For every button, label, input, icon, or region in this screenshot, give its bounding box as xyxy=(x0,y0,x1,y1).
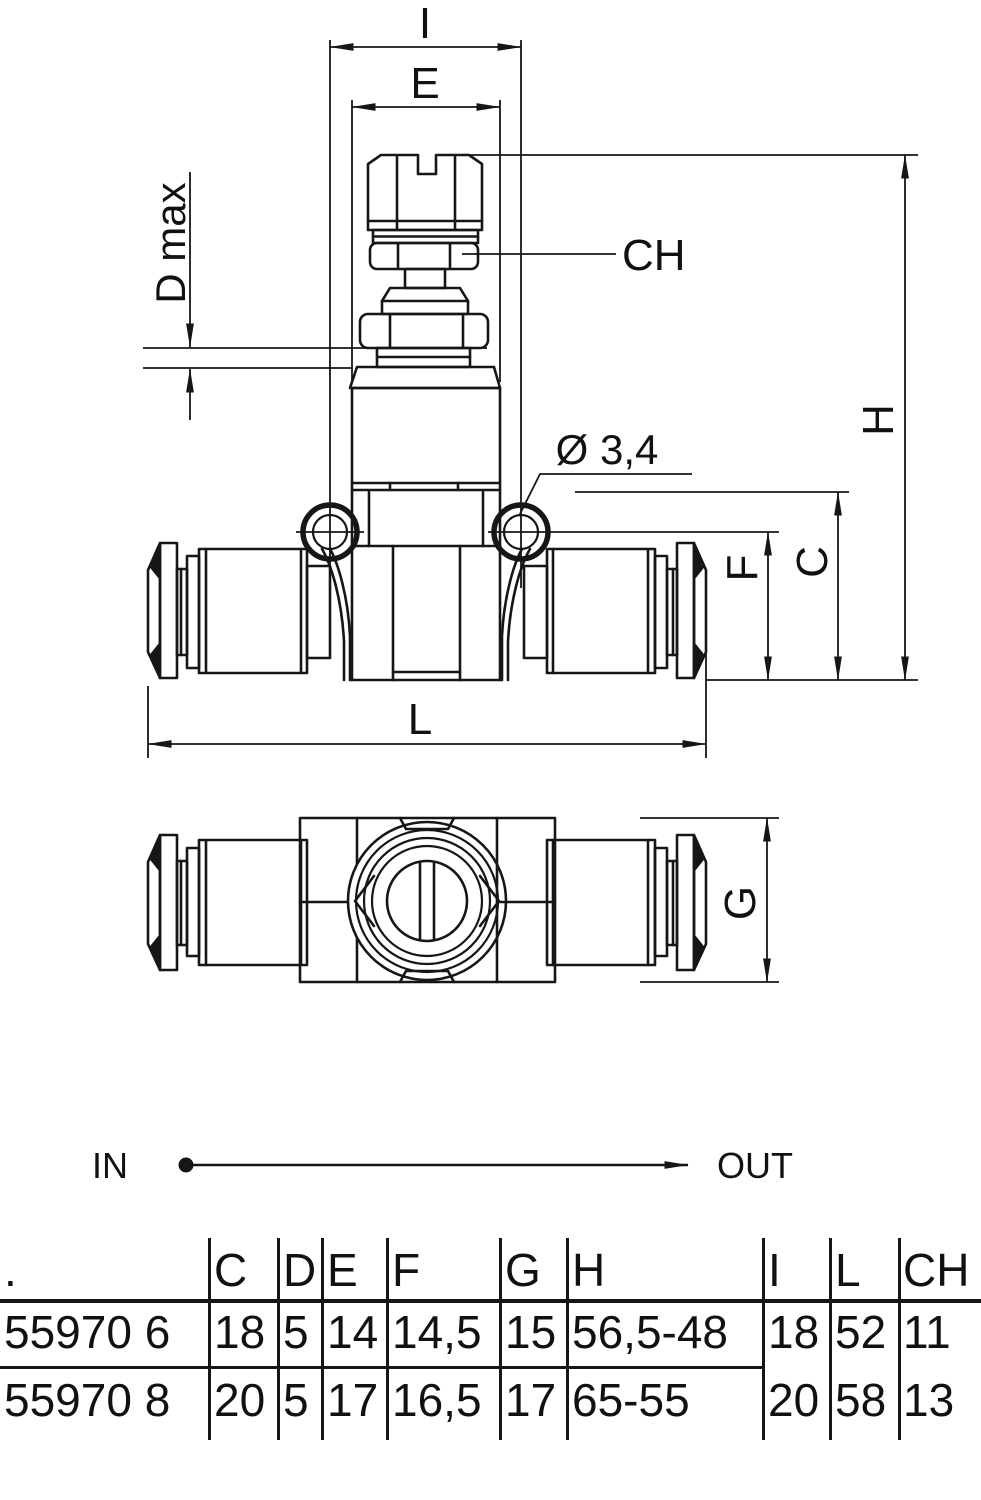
dim-label-d-max: D max xyxy=(147,182,194,304)
table-grid-line xyxy=(277,1238,280,1440)
table-row2-d: 5 xyxy=(283,1374,309,1426)
table-row2-g: 17 xyxy=(505,1374,557,1426)
table-grid-line xyxy=(321,1238,324,1440)
dim-label-c: C xyxy=(788,546,837,578)
dim-label-h: H xyxy=(854,404,903,436)
adjustment-knob xyxy=(368,155,482,243)
table-row2-h: 65-55 xyxy=(572,1374,690,1426)
table-row2-i: 20 xyxy=(768,1374,820,1426)
table-row1-c: 18 xyxy=(214,1306,266,1358)
table-row1-d: 5 xyxy=(283,1306,309,1358)
bottom-knob xyxy=(348,818,506,982)
table-grid-line xyxy=(898,1238,901,1440)
table-grid-line xyxy=(499,1238,502,1440)
table-row2-e: 17 xyxy=(327,1374,379,1426)
dim-label-i: I xyxy=(418,0,432,48)
push-in-fitting-left xyxy=(148,543,330,678)
table-grid-line xyxy=(208,1238,211,1440)
stem-and-lower-nut xyxy=(360,269,488,367)
table-header-f: F xyxy=(392,1244,421,1296)
dim-label-g: G xyxy=(716,885,765,921)
table-row-rule xyxy=(0,1366,763,1369)
table-grid-line xyxy=(566,1238,569,1440)
table-grid-line xyxy=(829,1238,832,1440)
dimension-labels xyxy=(147,0,903,920)
table-header-l: L xyxy=(835,1244,861,1296)
push-in-fitting-right xyxy=(524,543,706,678)
flow-in-label: IN xyxy=(92,1145,128,1186)
table-row2-l: 58 xyxy=(835,1374,887,1426)
table-header-rule xyxy=(0,1299,981,1303)
table-row1-code: 55970 6 xyxy=(4,1306,171,1358)
table-row1-ch: 11 xyxy=(903,1306,951,1358)
table-row1-i: 18 xyxy=(768,1306,820,1358)
table-row1-g: 15 xyxy=(505,1306,557,1358)
flow-direction xyxy=(92,1145,793,1186)
table-header-e: E xyxy=(327,1244,358,1296)
table-row2-ch: 13 xyxy=(903,1374,955,1426)
table-grid-line xyxy=(762,1238,765,1440)
table-row2-f: 16,5 xyxy=(392,1374,482,1426)
table-header-g: G xyxy=(505,1244,541,1296)
valve-upper-body xyxy=(350,367,500,483)
table-header-i: I xyxy=(768,1244,781,1296)
bottom-fitting-left xyxy=(148,835,307,970)
table-grid-line xyxy=(386,1238,389,1440)
bottom-fitting-right xyxy=(547,835,706,970)
table-row1-h: 56,5-48 xyxy=(572,1306,729,1358)
table-header-ch: CH xyxy=(903,1244,970,1296)
table-row2-code: 55970 8 xyxy=(4,1374,171,1426)
dimension-table xyxy=(0,1238,981,1448)
dim-label-f: F xyxy=(718,554,767,582)
dim-label-e: E xyxy=(410,59,440,108)
table-row2-c: 20 xyxy=(214,1374,266,1426)
table-header-d: D xyxy=(283,1244,317,1296)
table-header-h: H xyxy=(572,1244,606,1296)
table-header-c: C xyxy=(214,1244,248,1296)
bottom-view xyxy=(148,818,706,982)
dim-label-l: L xyxy=(407,695,433,744)
hex-nut-upper xyxy=(370,243,478,269)
dim-label-ch: CH xyxy=(622,231,686,280)
flow-out-label: OUT xyxy=(717,1145,793,1186)
table-row1-l: 52 xyxy=(835,1306,887,1358)
table-header-series: . xyxy=(4,1244,17,1296)
dim-label-diameter: Ø 3,4 xyxy=(555,426,659,473)
table-row1-f: 14,5 xyxy=(392,1306,482,1358)
table-row1-e: 14 xyxy=(327,1306,379,1358)
